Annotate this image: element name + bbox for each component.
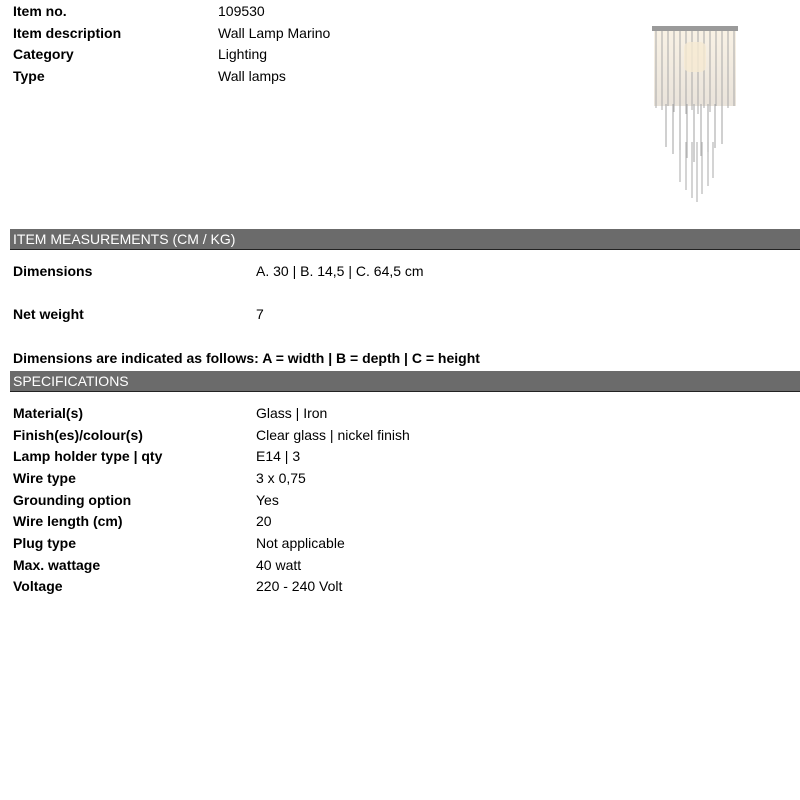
spec-value: 20 <box>256 513 272 529</box>
spec-label: Lamp holder type | qty <box>13 448 163 464</box>
measurements-section-header <box>10 229 800 250</box>
spec-value: Yes <box>256 492 279 508</box>
dimensions-value: A. 30 | B. 14,5 | C. 64,5 cm <box>256 263 424 279</box>
category-label: Category <box>13 46 74 62</box>
spec-label: Wire type <box>13 470 76 486</box>
item-no-label: Item no. <box>13 3 67 19</box>
net-weight-value: 7 <box>256 306 264 322</box>
spec-label: Finish(es)/colour(s) <box>13 427 143 443</box>
spec-label: Plug type <box>13 535 77 551</box>
type-label: Type <box>13 68 45 84</box>
spec-value: Clear glass | nickel finish <box>256 427 410 443</box>
item-description-value: Wall Lamp Marino <box>218 25 331 41</box>
item-description-label: Item description <box>13 25 122 41</box>
spec-value: E14 | 3 <box>256 448 301 464</box>
dimensions-note: Dimensions are indicated as follows: A = width | B = depth | C = height <box>13 350 480 366</box>
spec-value: Glass | Iron <box>256 405 328 421</box>
spec-value: 220 - 240 Volt <box>256 578 343 594</box>
net-weight-label: Net weight <box>13 306 84 322</box>
spec-value: 40 watt <box>256 557 302 573</box>
spec-value: 3 x 0,75 <box>256 470 306 486</box>
spec-label: Grounding option <box>13 492 132 508</box>
item-no-value: 109530 <box>218 3 265 19</box>
specifications-section-header <box>10 371 800 392</box>
spec-label: Wire length (cm) <box>13 513 123 529</box>
specifications-title: SPECIFICATIONS <box>13 373 129 389</box>
measurements-title: ITEM MEASUREMENTS (CM / KG) <box>13 231 236 247</box>
category-value: Lighting <box>218 46 268 62</box>
spec-label: Max. wattage <box>13 557 101 573</box>
dimensions-label: Dimensions <box>13 263 93 279</box>
wall-lamp-image <box>640 22 750 207</box>
spec-value: Not applicable <box>256 535 345 551</box>
spec-label: Material(s) <box>13 405 84 421</box>
type-value: Wall lamps <box>218 68 286 84</box>
spec-label: Voltage <box>13 578 63 594</box>
